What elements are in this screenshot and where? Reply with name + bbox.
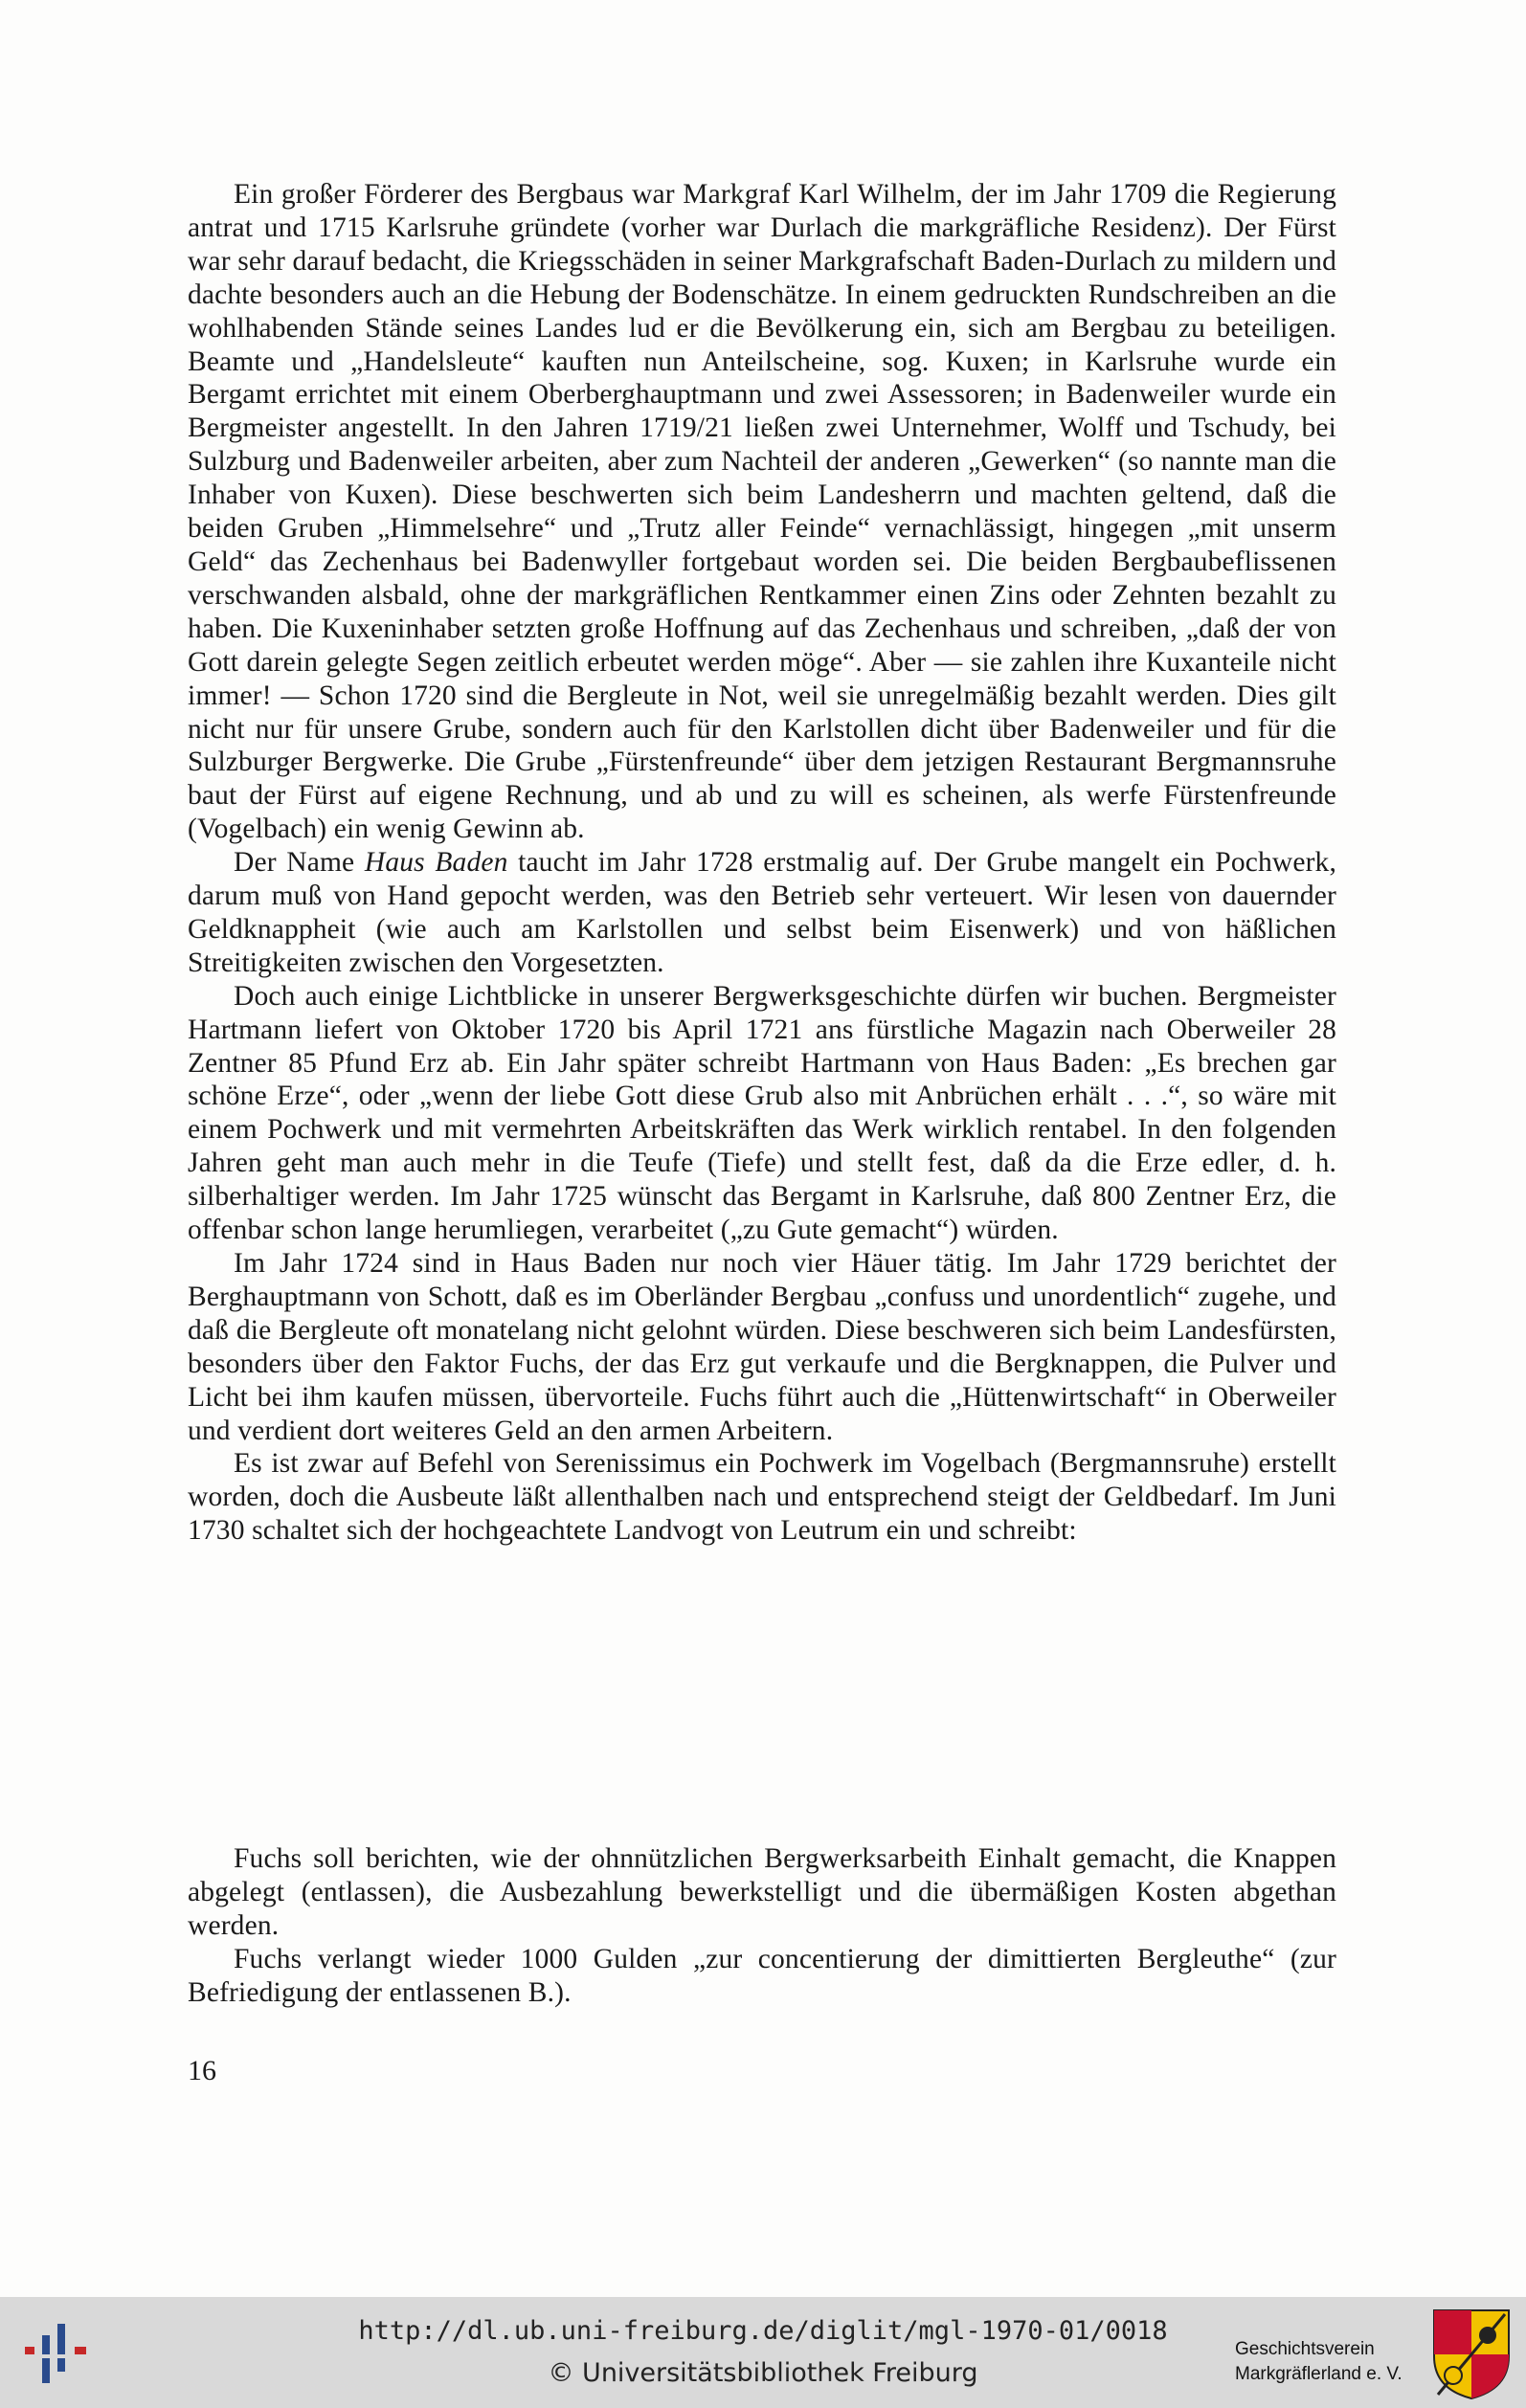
paragraph-5: Es ist zwar auf Befehl von Serenissimus ein Pochwerk im Vogelbach (Bergmannsruhe) erstellt worden, doch die Ausbeute läßt allenthalben nach und entsprechend steigt der Geldbedarf. Im Juni 1730 schaltet sich der hochgeachtete Landvogt von Leutrum ein und schreibt:: [188, 1448, 1336, 1547]
paragraph-1: Ein großer Förderer des Bergbaus war Markgraf Karl Wilhelm, der im Jahr 1709 die Regierung antrat und 1715 Karlsruhe gründete (vorher war Durlach die markgräfliche Residenz). Der Fürst war sehr darauf bedacht, die Kriegsschäden in seiner Markgrafschaft Baden-Durlach zu mildern und dachte besonders auch an die Hebung der Bodenschätze. In einem gedruckten Rundschreiben an die wohlhabenden Stände seines Landes lud er die Bevölkerung ein, sich am Bergbau zu beteiligen. Beamte und „Handelsleute“ kauften nun Anteilscheine, sog. Kuxen; in Karlsruhe wurde ein Bergamt errichtet mit einem Oberberghauptmann und zwei Assessoren; in Badenweiler wurde ein Bergmeister angestellt. In den Jahren 1719/21 ließen zwei Unternehmer, Wolff und Tschudy, bei Sulzburg und Badenweiler arbeiten, aber zum Nachteil der anderen „Gewerken“ (so nannte man die Inhaber von Kuxen). Diese beschwerten sich beim Landesherrn und machten geltend, daß die beiden Gruben „Himmelsehre“ und „Trutz aller Feinde“ vernachlässigt, hingegen „mit unserm Geld“ das Zechenhaus bei Badenwyller fortgebaut worden sei. Die beiden Bergbaubeflissenen verschwanden alsbald, ohne der markgräflichen Rentkammer einen Zins oder Zehnten bezahlt zu haben. Die Kuxeninhaber setzten große Hoffnung auf das Zechenhaus und schreiben, „daß der von Gott darein gelegte Segen zeitlich erbeutet werden möge“. Aber — sie zahlen ihre Kuxanteile nicht immer! — Schon 1720 sind die Bergleute in Not, weil sie unregelmäßig bezahlt werden. Dies gilt nicht nur für unsere Grube, sondern auch für den Karlstollen dicht über Badenweiler und für die Sulzburger Bergwerke. Die Grube „Fürstenfreunde“ über dem jetzigen Restaurant Bergmannsruhe baut der Fürst auf eigene Rechnung, und ab und zu will es scheinen, als werfe Fürstenfreunde (Vogelbach) ein wenig Gewinn ab.: [188, 179, 1336, 845]
body-text: [188, 178, 1336, 1548]
page-number: 16: [188, 2055, 216, 2086]
society-line-2: Markgräflerland e. V.: [1235, 2364, 1403, 2384]
paragraph-2-after: taucht im Jahr 1728 erstmalig auf. Der Grube mangelt ein Pochwerk, darum muß von Hand gepocht werden, was den Betrieb sehr verteuert. Wir lesen von dauernder Geldknappheit (wie auch am Karlstollen und selbst beim Eisenwerk) und von häßlichen Streitigkeiten zwischen den Vorgesetzten.: [188, 847, 1336, 978]
footer-copyright: © Universitätsbibliothek Freiburg: [548, 2358, 978, 2388]
footer-society-name: [1235, 2337, 1426, 2387]
society-line-1: Geschichtsverein: [1235, 2339, 1375, 2359]
quote-paragraph-1: Fuchs soll berichten, wie der ohnnützlichen Bergwerksarbeith Einhalt gemacht, die Knappen abgelegt (entlassen), die Ausbezahlung bewerkstelligt und die übermäßigen Kosten abgethan werden.: [188, 1843, 1336, 1941]
paragraph-2: [188, 846, 1336, 980]
paragraph-2-before: Der Name: [234, 847, 365, 879]
footer-bar: [0, 2297, 1526, 2408]
paragraph-3: Doch auch einige Lichtblicke in unserer Bergwerksgeschichte dürfen wir buchen. Bergmeister Hartmann liefert von Oktober 1720 bis April 1721 ans fürstliche Magazin nach Oberweiler 28 Zentner 85 Pfund Erz ab. Ein Jahr später schreibt Hartmann von Haus Baden: „Es brechen gar schöne Erze“, oder „wenn der liebe Gott diese Grub also mit Anbrüchen erhält . . .“, so wäre mit einem Pochwerk und mit vermehrten Arbeitskräften das Werk wirklich rentabel. In den folgenden Jahren geht man auch mehr in die Teufe (Tiefe) und stellt fest, daß da die Erze edler, d. h. silberhaltiger werden. Im Jahr 1725 wünscht das Bergamt in Karlsruhe, daß 800 Zentner Erz, die offenbar schon lange herumliegen, verarbeitet („zu Gute gemacht“) würden.: [188, 980, 1336, 1246]
quote-paragraph-2: Fuchs verlangt wieder 1000 Gulden „zur concentierung der dimittierten Bergleuthe“ (zur Befriedigung der entlassenen B.).: [188, 1943, 1336, 2008]
coat-of-arms-icon: [1432, 2308, 1511, 2400]
haus-baden-italic: Haus Baden: [364, 847, 508, 879]
paragraph-4: Im Jahr 1724 sind in Haus Baden nur noch vier Häuer tätig. Im Jahr 1729 berichtet der Berghauptmann von Schott, daß es im Oberländer Bergbau „confuss und unordentlich“ zugehe, und daß die Bergleute oft monatelang nicht gelohnt würden. Diese beschweren sich beim Landesfürsten, besonders über den Faktor Fuchs, der das Erz gut verkaufe und die Bergknappen, die Pulver und Licht bei ihm kaufen müssen, übervorteile. Fuchs führt auch die „Hüttenwirtschaft“ in Oberweiler und verdient dort weiteres Geld an den armen Arbeitern.: [188, 1248, 1336, 1446]
footer-url-link[interactable]: http://dl.ub.uni-freiburg.de/diglit/mgl-1970-01/0018: [358, 2316, 1168, 2346]
quote-block: [188, 1842, 1336, 2010]
